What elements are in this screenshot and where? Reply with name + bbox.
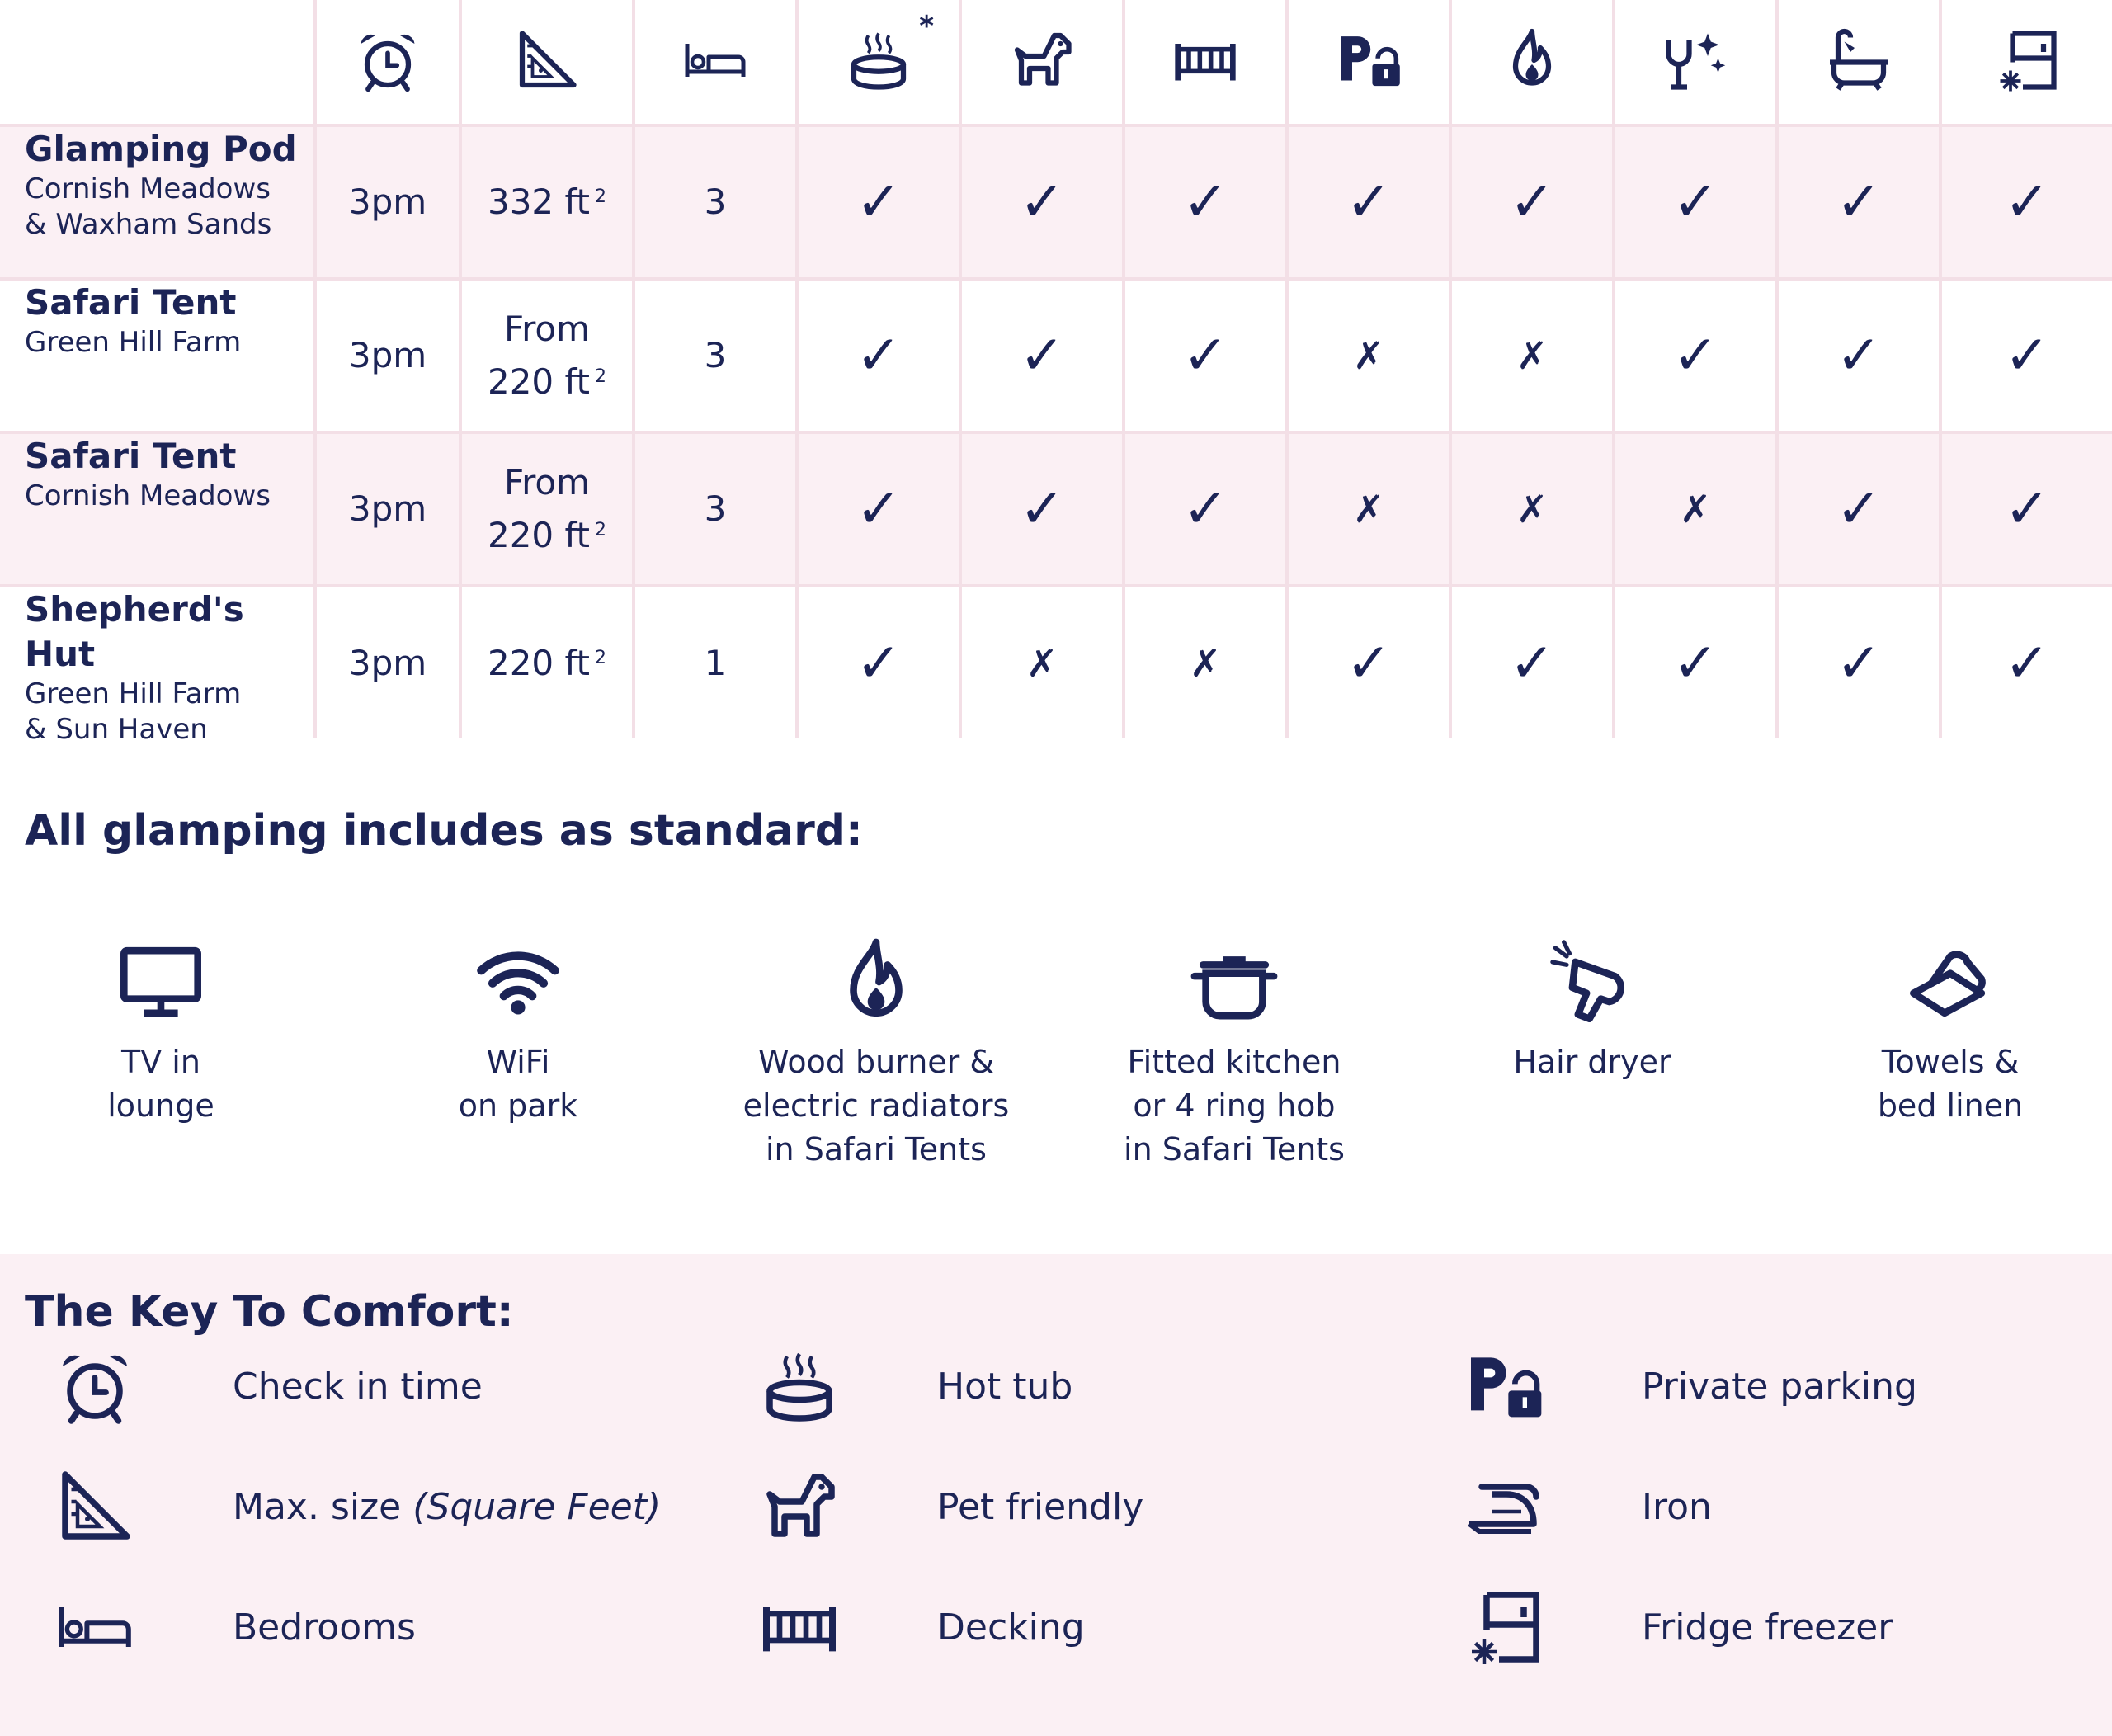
check-mark: ✓ [2004, 630, 2050, 695]
square-superscript: 2 [595, 647, 607, 668]
key-label-text: Max. size [233, 1485, 402, 1528]
standard-item-label [1878, 1040, 2023, 1128]
decking-icon [1172, 27, 1238, 97]
square-superscript: 2 [595, 366, 607, 387]
key-label-text: Check in time [233, 1365, 483, 1408]
fridge-freezer-icon [1994, 27, 2060, 97]
set-square-icon [514, 27, 580, 97]
key-item-label [233, 1606, 416, 1649]
checkin-value: 3pm [348, 488, 427, 529]
key-label-text: Private parking [1642, 1365, 1917, 1408]
label-line: lounge [107, 1087, 214, 1124]
accommodation-title: Shepherd's Hut [25, 589, 244, 674]
checkin-cell [317, 434, 462, 584]
label-line: in Safari Tents [766, 1131, 987, 1168]
footnote-asterisk: * [919, 10, 934, 43]
header-cell [462, 0, 635, 124]
checkin-value: 3pm [348, 335, 427, 375]
standard-heading: All glamping includes as standard: [25, 806, 863, 856]
feature-cell [1289, 127, 1452, 277]
key-item [746, 1586, 1085, 1668]
accommodation-cell [0, 127, 317, 277]
size-value [488, 176, 606, 229]
cross-mark: ✗ [1189, 640, 1222, 686]
size-number: 220 ft [487, 642, 591, 683]
accommodation-location: & Waxham Sands [25, 208, 272, 241]
alarm-clock-icon [41, 1345, 148, 1427]
dog-icon [746, 1465, 853, 1548]
feature-cell [1779, 281, 1942, 431]
standard-item [1785, 936, 2112, 1128]
label-line: bed linen [1877, 1087, 2024, 1124]
flame-icon [1499, 27, 1565, 97]
bedrooms-value: 3 [704, 488, 727, 529]
size-value [488, 303, 606, 408]
size-prefix: From [503, 462, 591, 502]
table-row [0, 277, 2112, 431]
bedrooms-value: 3 [704, 182, 727, 222]
hair-dryer-icon [1547, 936, 1638, 1027]
check-mark: ✓ [1836, 630, 1882, 695]
iron-icon [1450, 1465, 1558, 1548]
bedrooms-cell [635, 434, 799, 584]
feature-cell [1615, 587, 1779, 738]
table-row [0, 124, 2112, 277]
check-mark: ✓ [856, 477, 902, 540]
label-line: Towels & [1881, 1044, 2020, 1080]
decking-icon [746, 1586, 853, 1668]
feature-cell [1452, 587, 1615, 738]
key-item-label [1642, 1366, 1917, 1408]
key-item [41, 1345, 483, 1427]
feature-cell [1615, 127, 1779, 277]
check-mark: ✓ [2004, 323, 2050, 387]
fridge-freezer-icon [1450, 1586, 1558, 1668]
header-cell [1779, 0, 1942, 124]
accommodation-cell [0, 587, 317, 746]
feature-cell [1615, 281, 1779, 431]
label-line: or 4 ring hob [1133, 1087, 1336, 1124]
private-parking-icon [1450, 1345, 1558, 1427]
cross-mark: ✗ [1352, 487, 1385, 531]
standard-item-label [1513, 1040, 1671, 1084]
standard-item [711, 936, 1041, 1172]
size-number: 332 ft [487, 182, 591, 222]
cross-mark: ✗ [1516, 487, 1549, 531]
checkin-value: 3pm [348, 182, 427, 222]
size-value [488, 456, 606, 562]
cooking-pot-icon [1189, 936, 1280, 1027]
header-cell [1125, 0, 1289, 124]
feature-cell [962, 127, 1125, 277]
bed-icon [682, 27, 748, 97]
private-parking-icon [1336, 27, 1402, 97]
accommodation-cell [0, 281, 317, 431]
key-item [41, 1586, 416, 1668]
check-mark: ✓ [856, 170, 902, 234]
check-mark: ✓ [2004, 170, 2050, 234]
bedrooms-value: 1 [704, 642, 727, 683]
check-mark: ✓ [2004, 477, 2050, 540]
accommodation-location: & Sun Haven [25, 713, 208, 746]
accommodation-location: Green Hill Farm [25, 677, 242, 710]
check-mark: ✓ [1672, 170, 1718, 234]
table-header-row [0, 0, 2112, 124]
label-line: in Safari Tents [1124, 1131, 1345, 1168]
key-item-label [1642, 1486, 1712, 1528]
hot-tub-icon [746, 1345, 853, 1427]
standard-item [353, 936, 683, 1128]
accommodation-title: Glamping Pod [25, 129, 297, 169]
magic-sparkle-icon [1662, 27, 1728, 97]
check-mark: ✓ [1672, 630, 1718, 695]
feature-cell [1615, 434, 1779, 584]
checkin-cell [317, 127, 462, 277]
feature-cell [1452, 434, 1615, 584]
square-superscript: 2 [595, 186, 607, 207]
check-mark: ✓ [1019, 170, 1065, 234]
accommodation-title: Safari Tent [25, 282, 237, 323]
header-cell [1452, 0, 1615, 124]
feature-cell [799, 127, 962, 277]
check-mark: ✓ [856, 323, 902, 387]
key-label-text: Hot tub [937, 1365, 1073, 1408]
accommodation-title: Safari Tent [25, 436, 237, 476]
accommodation-location: Cornish Meadows [25, 479, 271, 512]
bedrooms-cell [635, 127, 799, 277]
cross-mark: ✗ [1679, 487, 1712, 531]
label-line: electric radiators [742, 1087, 1010, 1124]
label-line: Fitted kitchen [1127, 1044, 1341, 1080]
wifi-icon [473, 936, 563, 1027]
towels-icon [1905, 936, 1996, 1027]
key-item-label [233, 1366, 483, 1408]
standard-inclusions [0, 738, 2112, 1254]
bedrooms-value: 3 [704, 335, 727, 375]
check-mark: ✓ [856, 630, 902, 695]
bath-icon [1826, 27, 1892, 97]
check-mark: ✓ [1836, 170, 1882, 234]
key-item [41, 1465, 662, 1548]
feature-cell [962, 281, 1125, 431]
header-cell [1615, 0, 1779, 124]
comfort-key [0, 1254, 2112, 1736]
header-cell [1942, 0, 2112, 124]
alarm-clock-icon [355, 27, 421, 97]
standard-item [1069, 936, 1399, 1172]
feature-cell [1289, 281, 1452, 431]
header-cell [635, 0, 799, 124]
feature-cell [1125, 127, 1289, 277]
key-item [1450, 1586, 1893, 1668]
check-mark: ✓ [1019, 323, 1065, 387]
key-heading: The Key To Comfort: [25, 1287, 514, 1337]
checkin-value: 3pm [348, 642, 427, 683]
key-label-text: Iron [1642, 1485, 1712, 1528]
header-cell [799, 0, 962, 124]
feature-cell [1289, 434, 1452, 584]
size-cell [462, 281, 635, 431]
key-item-label [1642, 1606, 1893, 1649]
header-empty-cell [0, 0, 317, 124]
check-mark: ✓ [1836, 323, 1882, 387]
standard-item-label [459, 1040, 578, 1128]
cross-mark: ✗ [1352, 333, 1385, 378]
size-number: 220 ft [487, 515, 591, 555]
check-mark: ✓ [1509, 170, 1555, 234]
checkin-cell [317, 587, 462, 738]
size-number: 220 ft [487, 361, 591, 402]
key-item-label [937, 1606, 1085, 1649]
feature-cell [1289, 587, 1452, 738]
key-item-label [937, 1486, 1143, 1528]
feature-cell [1779, 434, 1942, 584]
key-item-label [233, 1486, 661, 1528]
key-item [746, 1345, 1073, 1427]
feature-cell [799, 281, 962, 431]
size-cell [462, 127, 635, 277]
set-square-icon [41, 1465, 148, 1548]
accommodation-location: Green Hill Farm [25, 326, 242, 359]
accommodation-cell [0, 434, 317, 584]
label-line: Wood burner & [757, 1044, 994, 1080]
check-mark: ✓ [1836, 477, 1882, 540]
standard-item-label [1124, 1040, 1345, 1172]
feature-cell [1452, 281, 1615, 431]
feature-cell [1942, 434, 2112, 584]
standard-item [1427, 936, 1757, 1084]
standard-item-label [743, 1040, 1010, 1172]
bedrooms-cell [635, 587, 799, 738]
feature-cell [1125, 281, 1289, 431]
key-item [1450, 1465, 1712, 1548]
bedrooms-cell [635, 281, 799, 431]
label-line: Hair dryer [1513, 1044, 1671, 1080]
key-item [746, 1465, 1144, 1548]
comparison-table [0, 0, 2112, 746]
check-mark: ✓ [1182, 323, 1228, 387]
key-label-text: Bedrooms [233, 1606, 416, 1649]
hot-tub-icon [846, 27, 912, 97]
header-cell [1289, 0, 1452, 124]
feature-cell [962, 587, 1125, 738]
check-mark: ✓ [1672, 323, 1718, 387]
table-row [0, 431, 2112, 584]
check-mark: ✓ [1346, 630, 1392, 695]
label-line: on park [458, 1087, 578, 1124]
check-mark: ✓ [1346, 170, 1392, 234]
dog-icon [1009, 27, 1075, 97]
check-mark: ✓ [1182, 477, 1228, 540]
feature-cell [1125, 587, 1289, 738]
size-cell [462, 587, 635, 738]
key-item-label [937, 1366, 1072, 1408]
checkin-cell [317, 281, 462, 431]
feature-cell [1942, 587, 2112, 738]
standard-item-label [107, 1040, 214, 1128]
bed-icon [41, 1586, 148, 1668]
feature-cell [1452, 127, 1615, 277]
key-label-text: Fridge freezer [1642, 1606, 1893, 1649]
key-label-text: Decking [937, 1606, 1085, 1649]
feature-cell [799, 434, 962, 584]
tv-icon [116, 936, 206, 1027]
key-label-unit: (Square Feet) [412, 1485, 662, 1528]
feature-cell [962, 434, 1125, 584]
feature-cell [1942, 127, 2112, 277]
feature-cell [1779, 127, 1942, 277]
header-cell [317, 0, 462, 124]
key-item [1450, 1345, 1917, 1427]
feature-cell [799, 587, 962, 738]
feature-cell [1942, 281, 2112, 431]
cross-mark: ✗ [1025, 640, 1058, 686]
check-mark: ✓ [1182, 170, 1228, 234]
size-cell [462, 434, 635, 584]
accommodation-location: Cornish Meadows [25, 172, 271, 205]
size-value [488, 637, 606, 690]
comparison-grid [0, 0, 2112, 746]
square-superscript: 2 [595, 520, 607, 540]
size-prefix: From [503, 309, 591, 349]
label-line: WiFi [486, 1044, 550, 1080]
header-cell [962, 0, 1125, 124]
feature-cell [1125, 434, 1289, 584]
label-line: TV in [121, 1044, 200, 1080]
feature-cell [1779, 587, 1942, 738]
key-label-text: Pet friendly [937, 1485, 1144, 1528]
table-row [0, 584, 2112, 746]
check-mark: ✓ [1019, 477, 1065, 540]
cross-mark: ✗ [1516, 333, 1549, 378]
flame-icon [831, 936, 922, 1027]
check-mark: ✓ [1509, 630, 1555, 695]
standard-item [0, 936, 326, 1128]
